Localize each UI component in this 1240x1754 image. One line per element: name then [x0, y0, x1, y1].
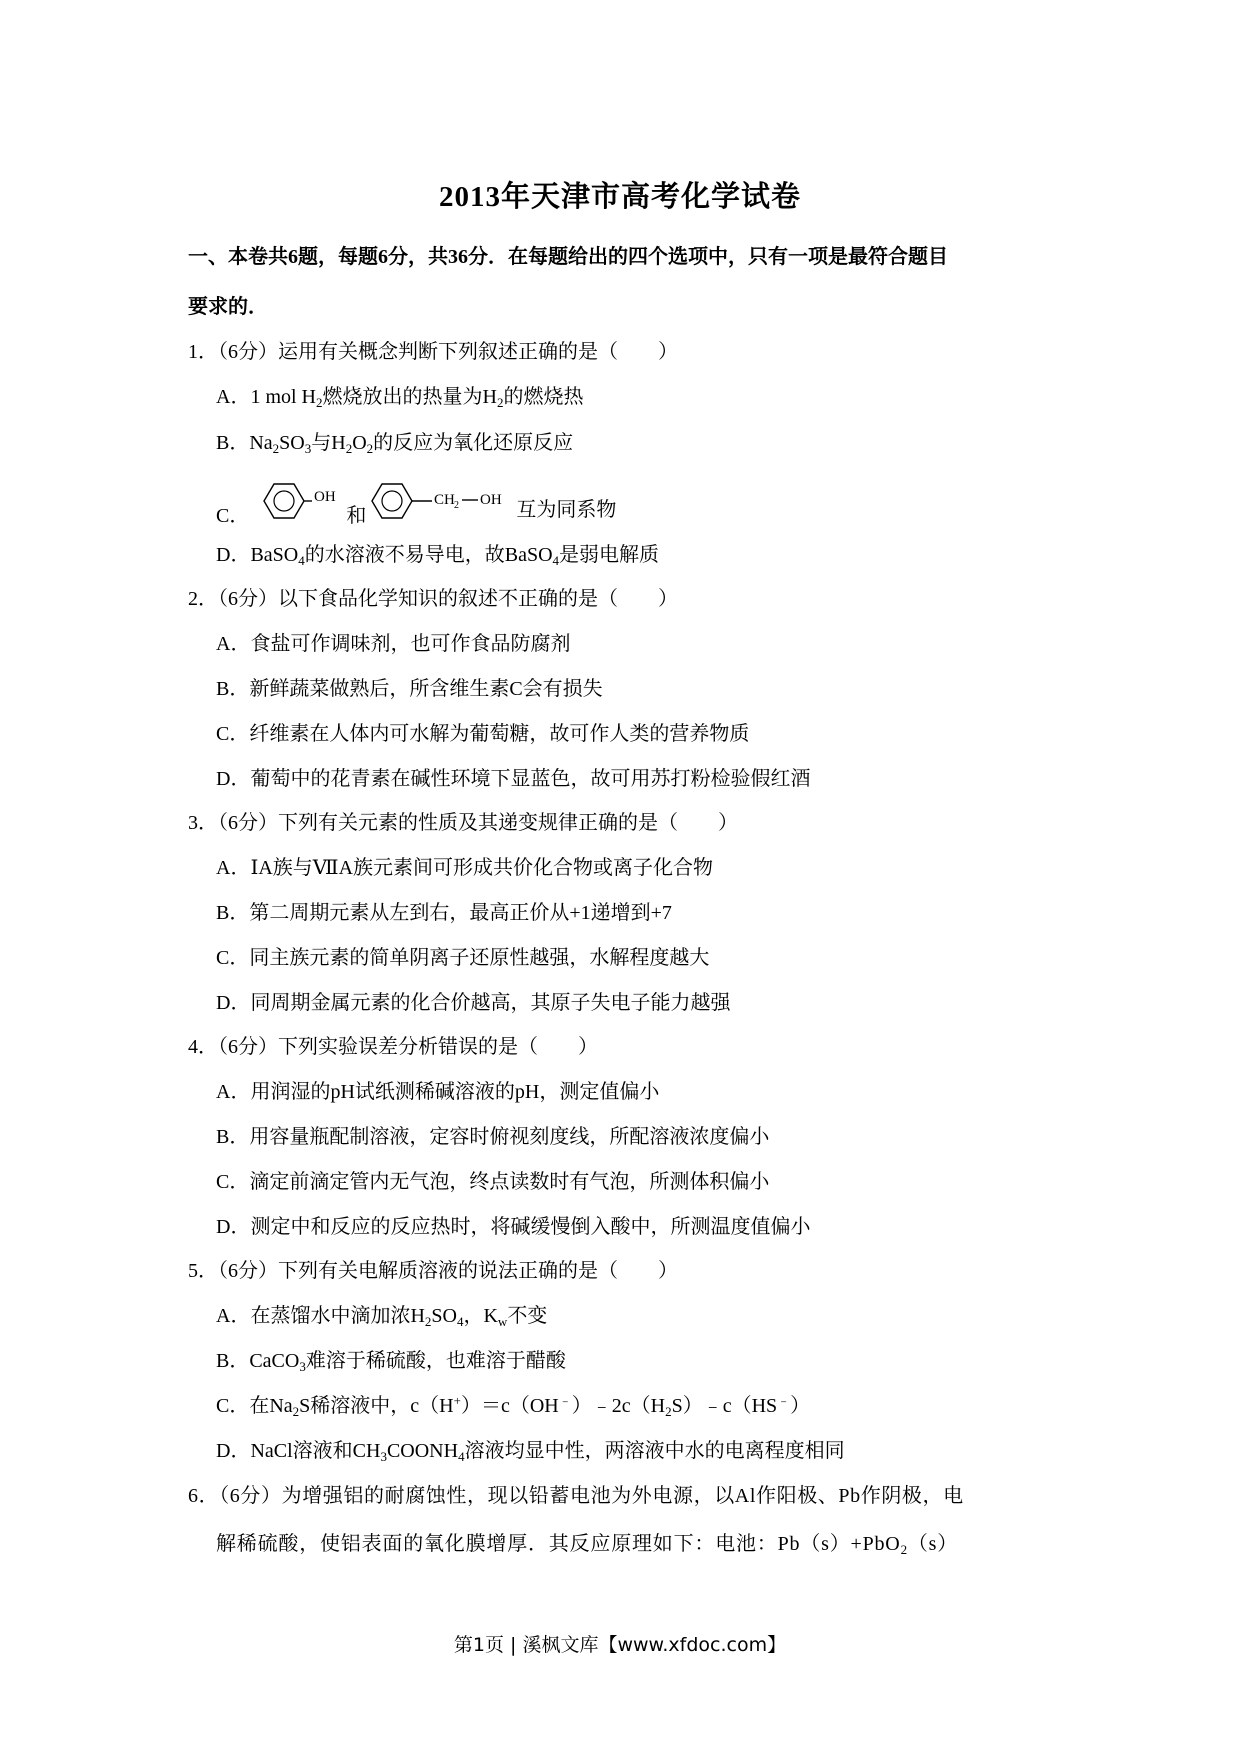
- svg-text:OH: OH: [314, 489, 337, 505]
- question-1-option-b: B．$Na_2SO_3$与$H_2O_2$的反应为氧化还原反应: [216, 432, 574, 456]
- question-3-option-a: A．ⅠA族与ⅦA族元素间可形成共价化合物或离子化合物: [216, 857, 714, 879]
- question-4-option-c: C．滴定前滴定管内无气泡，终点读数时有气泡，所测体积偏小: [216, 1171, 770, 1193]
- question-2-option-b: B．新鲜蔬菜做熟后，所含维生素C会有损失: [216, 678, 603, 700]
- question-1-option-a: A．1 mol $H_2$燃烧放出的热量为$H_2$的燃烧热: [216, 386, 584, 410]
- question-5-option-b: B．CaCO$_3$难溶于稀硫酸，也难溶于醋酸: [216, 1350, 566, 1374]
- question-4-option-d: D．测定中和反应的反应热时，将碱缓慢倒入酸中，所测温度值偏小: [216, 1216, 811, 1238]
- question-3-option-d: D．同周期金属元素的化合价越高，其原子失电子能力越强: [216, 992, 731, 1014]
- benzyl-alcohol-structure: [366, 478, 516, 524]
- svg-text:OH: OH: [480, 492, 503, 508]
- question-5-stem: 5．（6分）下列有关电解质溶液的说法正确的是（ ）: [188, 1260, 678, 1282]
- question-3-option-b: B．第二周期元素从左到右，最高正价从+1递增到+7: [216, 902, 672, 924]
- question-5-option-d: D．NaCl溶液和$CH_3COONH_4$溶液均显中性，两溶液中水的电离程度相同: [216, 1440, 845, 1464]
- page-footer: 第1页 | 溪枫文库【www.xfdoc.com】: [453, 1634, 787, 1656]
- question-1-option-d: D．BaSO$_4$的水溶液不易导电，故BaSO$_4$是弱电解质: [216, 544, 660, 568]
- question-4-option-a: A．用润湿的pH试纸测稀碱溶液的pH，测定值偏小: [216, 1081, 660, 1103]
- question-2-option-a: A．食盐可作调味剂，也可作食品防腐剂: [216, 633, 571, 655]
- question-3-stem: 3．（6分）下列有关元素的性质及其递变规律正确的是（ ）: [188, 812, 738, 834]
- question-1-stem: 1．（6分）运用有关概念判断下列叙述正确的是（ ）: [188, 341, 678, 363]
- question-2-stem: 2．（6分）以下食品化学知识的叙述不正确的是（ ）: [188, 588, 678, 610]
- page-title: 2013年天津市高考化学试卷: [438, 181, 801, 213]
- question-5-option-c: C．在$Na_2S$稀溶液中，$c(H^+)=c(OH^﹣)﹣2c(H_2S)﹣c(HS^﹣)$: [216, 1393, 811, 1419]
- svg-text:2: 2: [454, 500, 460, 511]
- question-4-stem: 4．（6分）下列实验误差分析错误的是（ ）: [188, 1036, 598, 1058]
- question-5-option-a: A．在蒸馏水中滴加浓$H_2SO_4$，$K_w$不变: [216, 1305, 548, 1329]
- section-instruction-line1: 一、本卷共6题，每题6分，共36分．在每题给出的四个选项中，只有一项是最符合题目: [188, 246, 948, 268]
- question-3-option-c: C．同主族元素的简单阴离子还原性越强，水解程度越大: [216, 947, 710, 969]
- question-2-option-c: C．纤维素在人体内可水解为葡萄糖，故可作人类的营养物质: [216, 723, 750, 745]
- svg-text:CH: CH: [434, 492, 456, 508]
- phenol-structure: [254, 478, 346, 524]
- section-instruction-line2: 要求的．: [188, 296, 268, 318]
- question-6-stem-line2: 解稀硫酸，使铝表面的氧化膜增厚．其反应原理如下：电池：Pb（s）+PbO$_2$（s）: [216, 1533, 959, 1557]
- question-1-option-c: C． OH 和 CH 2 OH 互为同系物: [216, 478, 616, 526]
- question-6-stem-line1: 6．（6分）为增强铝的耐腐蚀性，现以铅蓄电池为外电源，以Al作阳极、Pb作阴极，电: [188, 1485, 964, 1507]
- question-4-option-b: B．用容量瓶配制溶液，定容时俯视刻度线，所配溶液浓度偏小: [216, 1126, 770, 1148]
- question-2-option-d: D．葡萄中的花青素在碱性环境下显蓝色，故可用苏打粉检验假红酒: [216, 768, 811, 790]
